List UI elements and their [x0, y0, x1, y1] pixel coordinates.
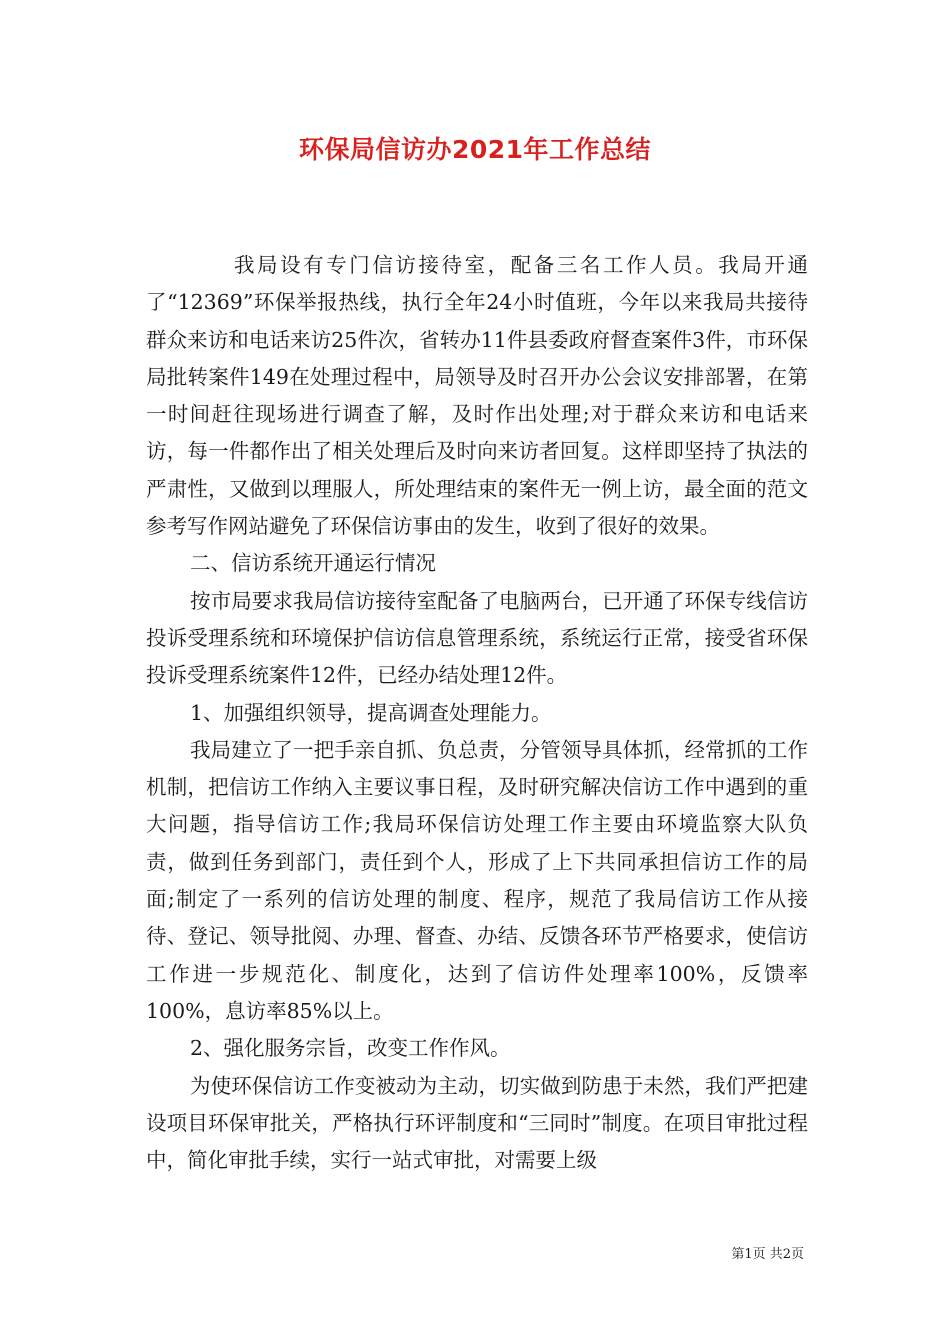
- document-body: [146, 247, 808, 1179]
- paragraph-intro: 我局设有专门信访接待室，配备三名工作人员。我局开通了“12369”环保举报热线，执行全年24小时值班，今年以来我局共接待群众来访和电话来访25件次，省转办11件县委政府督查案件3件，市环保局批转案件149在处理过程中，局领导及时召开办公会议安排部署，在第一时间赶往现场进行调查了解，及时作出处理;对于群众来访和电话来访，每一件都作出了相关处理后及时向来访者回复。这样即坚持了执法的严肃性，又做到以理服人，所处理结束的案件无一例上访，最全面的范文参考写作网站避免了环保信访事由的发生，收到了很好的效果。: [146, 253, 808, 539]
- paragraph-leadership: 我局建立了一把手亲自抓、负总责，分管领导具体抓，经常抓的工作机制，把信访工作纳入主要议事日程，及时研究解决信访工作中遇到的重大问题，指导信访工作;我局环保信访处理工作主要由环境监察大队负责，做到任务到部门，责任到个人，形成了上下共同承担信访工作的局面;制定了一系列的信访处理的制度、程序，规范了我局信访工作从接待、登记、领导批阅、办理、督查、办结、反馈各环节严格要求，使信访工作进一步规范化、制度化，达到了信访件处理率100%，反馈率100%，息访率85%以上。: [146, 737, 808, 1023]
- page-number-footer: 第1页 共2页: [731, 1247, 804, 1262]
- paragraph-service: 为使环保信访工作变被动为主动，切实做到防患于未然，我们严把建设项目环保审批关，严格执行环评制度和“三同时”制度。在项目审批过程中，简化审批手续，实行一站式审批，对需要上级: [146, 1073, 808, 1173]
- subheading-service: 2、强化服务宗旨，改变工作作风。: [190, 1036, 511, 1061]
- paragraph-system: 按市局要求我局信访接待室配备了电脑两台，已开通了环保专线信访投诉受理系统和环境保护信访信息管理系统，系统运行正常，接受省环保投诉受理系统案件12件，已经办结处理12件。: [146, 588, 808, 688]
- subheading-leadership: 1、加强组织领导，提高调查处理能力。: [190, 700, 552, 725]
- section-heading-system: 二、信访系统开通运行情况: [190, 551, 436, 576]
- document-title: 环保局信访办2021年工作总结: [298, 135, 652, 164]
